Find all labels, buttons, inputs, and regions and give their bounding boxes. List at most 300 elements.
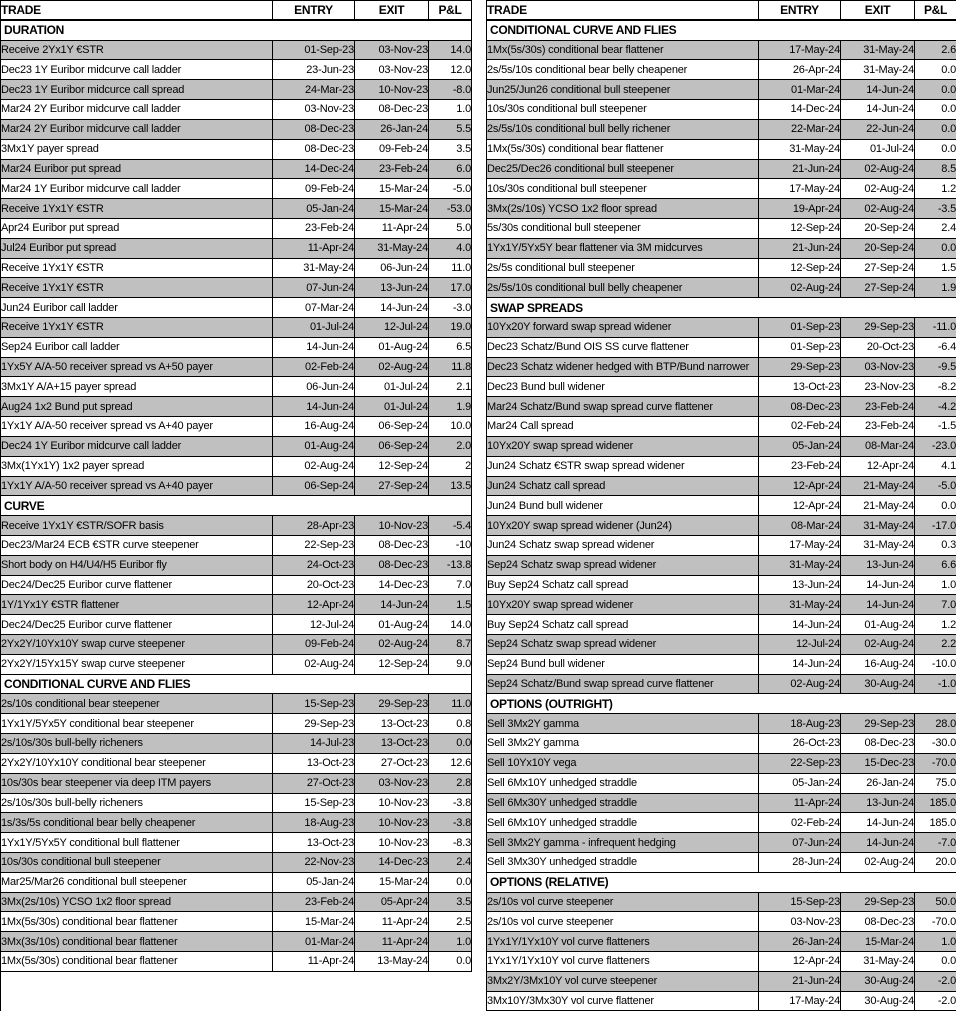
- trade-row: [1, 793, 472, 813]
- trade-row: [1, 139, 472, 159]
- trade-name-cell: 3Mx(1Yx1Y) 1x2 payer spread: [1, 456, 273, 476]
- trade-row: [487, 971, 956, 991]
- exit-date-cell: 14-Jun-24: [841, 595, 915, 615]
- trade-name-cell: 10Yx20Y swap spread widener: [487, 595, 759, 615]
- exit-date-cell: 13-Oct-23: [355, 714, 429, 734]
- trade-name-cell: 1Yx1Y/5Yx5Y conditional bear steepener: [1, 714, 273, 734]
- trade-row: [487, 100, 956, 120]
- entry-date-cell: 12-Apr-24: [759, 476, 841, 496]
- entry-date-cell: 21-Jun-24: [759, 159, 841, 179]
- entry-date-cell: 31-May-24: [759, 139, 841, 159]
- pnl-value-cell: 4.1: [915, 456, 956, 476]
- pnl-value-cell: -1.0: [915, 674, 956, 694]
- pnl-value-cell: 0.0: [915, 80, 956, 100]
- trade-name-cell: Buy Sep24 Schatz call spread: [487, 615, 759, 635]
- exit-date-cell: 20-Sep-24: [841, 218, 915, 238]
- trade-name-cell: 10s/30s conditional bull steepener: [487, 100, 759, 120]
- pnl-value-cell: -23.0: [915, 436, 956, 456]
- exit-date-cell: 22-Jun-24: [841, 119, 915, 139]
- trade-name-cell: 10Yx20Y forward swap spread widener: [487, 318, 759, 338]
- exit-date-cell: 02-Aug-24: [841, 199, 915, 219]
- trade-name-cell: Dec24/Dec25 Euribor curve flattener: [1, 575, 273, 595]
- entry-date-cell: 14-Jul-23: [273, 734, 355, 754]
- exit-date-cell: 13-Jun-24: [355, 278, 429, 298]
- exit-date-cell: 15-Dec-23: [841, 753, 915, 773]
- entry-date-cell: 22-Mar-24: [759, 119, 841, 139]
- pnl-value-cell: 50.0: [915, 892, 956, 912]
- entry-date-cell: 11-Apr-24: [273, 238, 355, 258]
- trade-name-cell: Jun25/Jun26 conditional bull steepener: [487, 80, 759, 100]
- trade-name-cell: Short body on H4/U4/H5 Euribor fly: [1, 555, 273, 575]
- trade-row: [1, 258, 472, 278]
- exit-date-cell: 10-Nov-23: [355, 833, 429, 853]
- pnl-value-cell: 2.0: [429, 436, 472, 456]
- entry-date-cell: 06-Jun-24: [273, 377, 355, 397]
- trade-row: [487, 436, 956, 456]
- entry-date-cell: 02-Aug-24: [273, 456, 355, 476]
- exit-date-cell: 15-Mar-24: [355, 872, 429, 892]
- trade-name-cell: 2Yx2Y/10Yx10Y swap curve steepener: [1, 635, 273, 655]
- section-title: OPTIONS (RELATIVE): [487, 872, 956, 892]
- entry-date-cell: 18-Aug-23: [273, 813, 355, 833]
- trade-row: [487, 892, 956, 912]
- trade-row: [487, 40, 956, 60]
- section-header-row: [487, 872, 956, 892]
- section-title: CONDITIONAL CURVE AND FLIES: [487, 20, 956, 40]
- trade-name-cell: 1Mx(5s/30s) conditional bear flattener: [1, 952, 273, 972]
- trade-name-cell: 1Mx(5s/30s) conditional bear flattener: [487, 139, 759, 159]
- trade-name-cell: Jun24 Schatz swap spread widener: [487, 535, 759, 555]
- trade-table-right-body: [487, 20, 956, 1011]
- pnl-value-cell: 2.8: [429, 773, 472, 793]
- trade-name-cell: 2s/5s/10s conditional bear belly cheapener: [487, 60, 759, 80]
- pnl-value-cell: 4.0: [429, 238, 472, 258]
- exit-date-cell: 29-Sep-23: [841, 892, 915, 912]
- trade-row: [1, 397, 472, 417]
- trade-name-cell: 2s/10s vol curve steepener: [487, 892, 759, 912]
- pnl-value-cell: -3.8: [429, 793, 472, 813]
- exit-date-cell: 14-Jun-24: [841, 575, 915, 595]
- entry-date-cell: 05-Jan-24: [759, 436, 841, 456]
- column-header-trade: TRADE: [1, 1, 273, 21]
- pnl-value-cell: -10: [429, 535, 472, 555]
- entry-date-cell: 02-Aug-24: [759, 278, 841, 298]
- trade-name-cell: Receive 1Yx1Y €STR: [1, 258, 273, 278]
- pnl-value-cell: -3.0: [429, 298, 472, 318]
- entry-date-cell: 02-Feb-24: [273, 357, 355, 377]
- entry-date-cell: 28-Apr-23: [273, 516, 355, 536]
- exit-date-cell: 27-Sep-24: [355, 476, 429, 496]
- exit-date-cell: 31-May-24: [355, 238, 429, 258]
- column-header-row: [487, 1, 956, 21]
- exit-date-cell: 27-Sep-24: [841, 278, 915, 298]
- trade-name-cell: Mar24 Schatz/Bund swap spread curve flattener: [487, 397, 759, 417]
- pnl-value-cell: -70.0: [915, 753, 956, 773]
- trade-name-cell: Dec25/Dec26 conditional bull steepener: [487, 159, 759, 179]
- entry-date-cell: 01-Sep-23: [759, 337, 841, 357]
- exit-date-cell: 14-Dec-23: [355, 852, 429, 872]
- trade-name-cell: 1Mx(5s/30s) conditional bear flattener: [1, 912, 273, 932]
- exit-date-cell: 14-Jun-24: [841, 100, 915, 120]
- trade-row: [1, 555, 472, 575]
- trade-name-cell: Mar24 Call spread: [487, 417, 759, 437]
- exit-date-cell: 31-May-24: [841, 952, 915, 972]
- trade-name-cell: Sell 6Mx10Y unhedged straddle: [487, 813, 759, 833]
- trade-row: [487, 218, 956, 238]
- entry-date-cell: 31-May-24: [273, 258, 355, 278]
- pnl-value-cell: 1.9: [429, 397, 472, 417]
- pnl-value-cell: 1.2: [915, 615, 956, 635]
- trade-name-cell: 10s/30s bear steepener via deep ITM payers: [1, 773, 273, 793]
- entry-date-cell: 14-Jun-24: [273, 337, 355, 357]
- section-header-row: [487, 694, 956, 714]
- entry-date-cell: 29-Sep-23: [273, 714, 355, 734]
- exit-date-cell: 15-Mar-24: [355, 199, 429, 219]
- trade-row: [487, 476, 956, 496]
- trade-name-cell: 1Yx5Y A/A-50 receiver spread vs A+50 payer: [1, 357, 273, 377]
- pnl-value-cell: 19.0: [429, 318, 472, 338]
- trade-row: [1, 40, 472, 60]
- exit-date-cell: 03-Nov-23: [355, 60, 429, 80]
- entry-date-cell: 12-Sep-24: [759, 258, 841, 278]
- pnl-value-cell: 14.0: [429, 40, 472, 60]
- pnl-value-cell: 185.0: [915, 813, 956, 833]
- entry-date-cell: 13-Jun-24: [759, 575, 841, 595]
- pnl-value-cell: 8.5: [915, 159, 956, 179]
- trade-name-cell: Dec23 Schatz/Bund OIS SS curve flattener: [487, 337, 759, 357]
- exit-date-cell: 11-Apr-24: [355, 912, 429, 932]
- section-title: OPTIONS (OUTRIGHT): [487, 694, 956, 714]
- entry-date-cell: 16-Aug-24: [273, 417, 355, 437]
- section-header-row: [1, 20, 472, 40]
- exit-date-cell: 13-Oct-23: [355, 734, 429, 754]
- exit-date-cell: 31-May-24: [841, 516, 915, 536]
- column-header-entry: ENTRY: [273, 1, 355, 21]
- trade-row: [1, 753, 472, 773]
- trade-name-cell: Mar24 2Y Euribor midcurve call ladder: [1, 119, 273, 139]
- trade-row: [1, 912, 472, 932]
- exit-date-cell: 12-Jul-24: [355, 318, 429, 338]
- trade-row: [1, 833, 472, 853]
- trade-row: [1, 298, 472, 318]
- trade-row: [1, 595, 472, 615]
- entry-date-cell: 07-Jun-24: [273, 278, 355, 298]
- entry-date-cell: 05-Jan-24: [759, 773, 841, 793]
- exit-date-cell: 26-Jan-24: [355, 119, 429, 139]
- pnl-value-cell: -5.0: [915, 476, 956, 496]
- entry-date-cell: 14-Jun-24: [273, 397, 355, 417]
- exit-date-cell: 30-Aug-24: [841, 971, 915, 991]
- pnl-value-cell: 11.8: [429, 357, 472, 377]
- pnl-value-cell: 20.0: [915, 852, 956, 872]
- exit-date-cell: 16-Aug-24: [841, 654, 915, 674]
- trade-row: [1, 357, 472, 377]
- exit-date-cell: 02-Aug-24: [841, 159, 915, 179]
- pnl-value-cell: 0.0: [915, 952, 956, 972]
- exit-date-cell: 14-Jun-24: [355, 298, 429, 318]
- column-header-exit: EXIT: [355, 1, 429, 21]
- pnl-value-cell: -5.0: [429, 179, 472, 199]
- trade-name-cell: 3Mx(3s/10s) conditional bear flattener: [1, 932, 273, 952]
- trade-name-cell: Sell 6Mx10Y unhedged straddle: [487, 773, 759, 793]
- pnl-value-cell: -8.3: [429, 833, 472, 853]
- pnl-value-cell: 185.0: [915, 793, 956, 813]
- pnl-value-cell: 75.0: [915, 773, 956, 793]
- entry-date-cell: 12-Sep-24: [759, 218, 841, 238]
- exit-date-cell: 13-Jun-24: [841, 793, 915, 813]
- trade-row: [487, 773, 956, 793]
- trade-row: [1, 456, 472, 476]
- pnl-value-cell: -53.0: [429, 199, 472, 219]
- trade-name-cell: 10s/30s conditional bull steepener: [487, 179, 759, 199]
- entry-date-cell: 17-May-24: [759, 179, 841, 199]
- entry-date-cell: 06-Sep-24: [273, 476, 355, 496]
- trade-name-cell: 2s/10s/30s bull-belly richeners: [1, 734, 273, 754]
- pnl-value-cell: -2.0: [915, 971, 956, 991]
- trade-row: [487, 555, 956, 575]
- trade-name-cell: Sell 3Mx2Y gamma - infrequent hedging: [487, 833, 759, 853]
- trade-row: [487, 753, 956, 773]
- exit-date-cell: 14-Jun-24: [355, 595, 429, 615]
- trade-row: [487, 139, 956, 159]
- pnl-value-cell: -7.0: [915, 833, 956, 853]
- pnl-value-cell: 10.0: [429, 417, 472, 437]
- exit-date-cell: 12-Sep-24: [355, 654, 429, 674]
- exit-date-cell: 01-Aug-24: [841, 615, 915, 635]
- entry-date-cell: 01-Sep-23: [759, 318, 841, 338]
- trade-row: [1, 100, 472, 120]
- pnl-value-cell: 1.9: [915, 278, 956, 298]
- exit-date-cell: 10-Nov-23: [355, 793, 429, 813]
- section-title: CONDITIONAL CURVE AND FLIES: [1, 674, 472, 694]
- entry-date-cell: 05-Jan-24: [273, 872, 355, 892]
- section-title: CURVE: [1, 496, 472, 516]
- pnl-value-cell: -70.0: [915, 912, 956, 932]
- exit-date-cell: 08-Dec-23: [355, 100, 429, 120]
- pnl-value-cell: -10.0: [915, 654, 956, 674]
- trade-name-cell: 3Mx10Y/3Mx30Y vol curve flattener: [487, 991, 759, 1011]
- pnl-value-cell: -8.0: [429, 80, 472, 100]
- trade-row: [1, 932, 472, 952]
- pnl-value-cell: 2: [429, 456, 472, 476]
- trade-row: [1, 615, 472, 635]
- pnl-value-cell: 9.0: [429, 654, 472, 674]
- trade-name-cell: 10s/30s conditional bull steepener: [1, 852, 273, 872]
- exit-date-cell: 10-Nov-23: [355, 516, 429, 536]
- pnl-value-cell: 1.0: [915, 932, 956, 952]
- entry-date-cell: 02-Aug-24: [273, 654, 355, 674]
- exit-date-cell: 03-Nov-23: [355, 40, 429, 60]
- trade-name-cell: Sep24 Schatz swap spread widener: [487, 635, 759, 655]
- trade-name-cell: Sell 3Mx2Y gamma: [487, 734, 759, 754]
- entry-date-cell: 09-Feb-24: [273, 635, 355, 655]
- entry-date-cell: 18-Aug-23: [759, 714, 841, 734]
- trade-row: [1, 60, 472, 80]
- exit-date-cell: 31-May-24: [841, 535, 915, 555]
- trade-name-cell: 3Mx1Y payer spread: [1, 139, 273, 159]
- trade-row: [487, 456, 956, 476]
- trade-table-left-header: [1, 1, 472, 21]
- trade-name-cell: Receive 1Yx1Y €STR: [1, 278, 273, 298]
- pnl-value-cell: 2.4: [915, 218, 956, 238]
- trade-name-cell: Jun24 Schatz call spread: [487, 476, 759, 496]
- trade-row: [487, 635, 956, 655]
- entry-date-cell: 14-Dec-24: [273, 159, 355, 179]
- exit-date-cell: 02-Aug-24: [355, 357, 429, 377]
- pnl-value-cell: 0.0: [915, 238, 956, 258]
- exit-date-cell: 14-Jun-24: [841, 80, 915, 100]
- entry-date-cell: 24-Mar-23: [273, 80, 355, 100]
- pnl-value-cell: 7.0: [915, 595, 956, 615]
- trade-name-cell: Dec24 1Y Euribor midcurve call ladder: [1, 436, 273, 456]
- trade-row: [487, 813, 956, 833]
- entry-date-cell: 23-Jun-23: [273, 60, 355, 80]
- trade-name-cell: 2s/10s/30s bull-belly richeners: [1, 793, 273, 813]
- trade-row: [487, 159, 956, 179]
- trade-name-cell: 10Yx20Y swap spread widener: [487, 436, 759, 456]
- trade-row: [1, 278, 472, 298]
- exit-date-cell: 01-Aug-24: [355, 337, 429, 357]
- trade-row: [487, 932, 956, 952]
- trade-name-cell: 3Mx(2s/10s) YCSO 1x2 floor spread: [487, 199, 759, 219]
- trade-row: [487, 397, 956, 417]
- column-header-entry: ENTRY: [759, 1, 841, 21]
- trade-row: [487, 734, 956, 754]
- trade-name-cell: Sep24 Schatz/Bund swap spread curve flattener: [487, 674, 759, 694]
- trade-table-left: [0, 0, 472, 972]
- trade-row: [1, 199, 472, 219]
- trade-row: [1, 852, 472, 872]
- trade-row: [1, 159, 472, 179]
- trade-name-cell: 5s/30s conditional bull steepener: [487, 218, 759, 238]
- exit-date-cell: 27-Oct-23: [355, 753, 429, 773]
- entry-date-cell: 13-Oct-23: [273, 833, 355, 853]
- exit-date-cell: 29-Sep-23: [355, 694, 429, 714]
- column-header-trade: TRADE: [487, 1, 759, 21]
- entry-date-cell: 03-Nov-23: [273, 100, 355, 120]
- entry-date-cell: 02-Feb-24: [759, 417, 841, 437]
- entry-date-cell: 01-Mar-24: [273, 932, 355, 952]
- trade-row: [1, 436, 472, 456]
- exit-date-cell: 09-Feb-24: [355, 139, 429, 159]
- exit-date-cell: 03-Nov-23: [355, 773, 429, 793]
- exit-date-cell: 29-Sep-23: [841, 318, 915, 338]
- entry-date-cell: 01-Jul-24: [273, 318, 355, 338]
- exit-date-cell: 15-Mar-24: [355, 179, 429, 199]
- pnl-value-cell: 2.4: [429, 852, 472, 872]
- pnl-value-cell: -3.8: [429, 813, 472, 833]
- entry-date-cell: 11-Apr-24: [759, 793, 841, 813]
- trade-table-right: [486, 0, 956, 1011]
- exit-date-cell: 20-Sep-24: [841, 238, 915, 258]
- pnl-value-cell: -8.2: [915, 377, 956, 397]
- exit-date-cell: 27-Sep-24: [841, 258, 915, 278]
- pnl-value-cell: 0.3: [915, 535, 956, 555]
- pnl-value-cell: -5.4: [429, 516, 472, 536]
- exit-date-cell: 01-Aug-24: [355, 615, 429, 635]
- exit-date-cell: 23-Feb-24: [841, 417, 915, 437]
- trade-name-cell: Dec23 1Y Euribor midcurve call ladder: [1, 60, 273, 80]
- section-header-row: [487, 298, 956, 318]
- trade-row: [487, 496, 956, 516]
- trade-row: [1, 238, 472, 258]
- exit-date-cell: 11-Apr-24: [355, 218, 429, 238]
- exit-date-cell: 29-Sep-23: [841, 714, 915, 734]
- trade-row: [487, 793, 956, 813]
- pnl-value-cell: 0.0: [915, 496, 956, 516]
- entry-date-cell: 26-Oct-23: [759, 734, 841, 754]
- trade-row: [1, 575, 472, 595]
- pnl-value-cell: 2.6: [915, 40, 956, 60]
- trade-row: [487, 833, 956, 853]
- pnl-value-cell: 6.5: [429, 337, 472, 357]
- trade-row: [1, 635, 472, 655]
- pnl-value-cell: 12.6: [429, 753, 472, 773]
- pnl-value-cell: 28.0: [915, 714, 956, 734]
- trade-row: [1, 179, 472, 199]
- trade-name-cell: Mar25/Mar26 conditional bull steepener: [1, 872, 273, 892]
- trade-name-cell: Jul24 Euribor put spread: [1, 238, 273, 258]
- entry-date-cell: 03-Nov-23: [759, 912, 841, 932]
- pnl-value-cell: 3.5: [429, 139, 472, 159]
- trade-name-cell: 2Yx2Y/10Yx10Y conditional bear steepener: [1, 753, 273, 773]
- entry-date-cell: 12-Jul-24: [759, 635, 841, 655]
- exit-date-cell: 08-Dec-23: [841, 734, 915, 754]
- entry-date-cell: 23-Feb-24: [273, 892, 355, 912]
- trade-row: [1, 80, 472, 100]
- entry-date-cell: 01-Mar-24: [759, 80, 841, 100]
- exit-date-cell: 02-Aug-24: [841, 852, 915, 872]
- pnl-value-cell: -1.5: [915, 417, 956, 437]
- entry-date-cell: 31-May-24: [759, 555, 841, 575]
- entry-date-cell: 01-Sep-23: [273, 40, 355, 60]
- pnl-value-cell: 2.1: [429, 377, 472, 397]
- trade-name-cell: 1Yx1Y A/A-50 receiver spread vs A+40 payer: [1, 417, 273, 437]
- entry-date-cell: 15-Sep-23: [273, 694, 355, 714]
- pnl-value-cell: 12.0: [429, 60, 472, 80]
- pnl-value-cell: 0.8: [429, 714, 472, 734]
- trade-name-cell: Dec24/Dec25 Euribor curve flattener: [1, 615, 273, 635]
- trade-name-cell: 3Mx(2s/10s) YCSO 1x2 floor spread: [1, 892, 273, 912]
- pnl-value-cell: 1.0: [429, 100, 472, 120]
- pnl-value-cell: 0.0: [429, 734, 472, 754]
- pnl-value-cell: 1.0: [915, 575, 956, 595]
- exit-date-cell: 01-Jul-24: [355, 397, 429, 417]
- entry-date-cell: 11-Apr-24: [273, 952, 355, 972]
- entry-date-cell: 13-Oct-23: [759, 377, 841, 397]
- pnl-value-cell: -6.4: [915, 337, 956, 357]
- pnl-value-cell: 0.0: [915, 100, 956, 120]
- exit-date-cell: 15-Mar-24: [841, 932, 915, 952]
- exit-date-cell: 12-Apr-24: [841, 456, 915, 476]
- trade-row: [487, 654, 956, 674]
- entry-date-cell: 07-Mar-24: [273, 298, 355, 318]
- entry-date-cell: 26-Apr-24: [759, 60, 841, 80]
- trade-name-cell: Dec23 Schatz widener hedged with BTP/Bund narrower: [487, 357, 759, 377]
- entry-date-cell: 23-Feb-24: [273, 218, 355, 238]
- trade-name-cell: 10Yx20Y swap spread widener (Jun24): [487, 516, 759, 536]
- exit-date-cell: 13-Jun-24: [841, 555, 915, 575]
- entry-date-cell: 07-Jun-24: [759, 833, 841, 853]
- entry-date-cell: 31-May-24: [759, 595, 841, 615]
- pnl-value-cell: 1.0: [429, 932, 472, 952]
- exit-date-cell: 06-Sep-24: [355, 436, 429, 456]
- trade-row: [1, 734, 472, 754]
- trade-row: [487, 238, 956, 258]
- trade-row: [487, 417, 956, 437]
- exit-date-cell: 26-Jan-24: [841, 773, 915, 793]
- trade-row: [487, 119, 956, 139]
